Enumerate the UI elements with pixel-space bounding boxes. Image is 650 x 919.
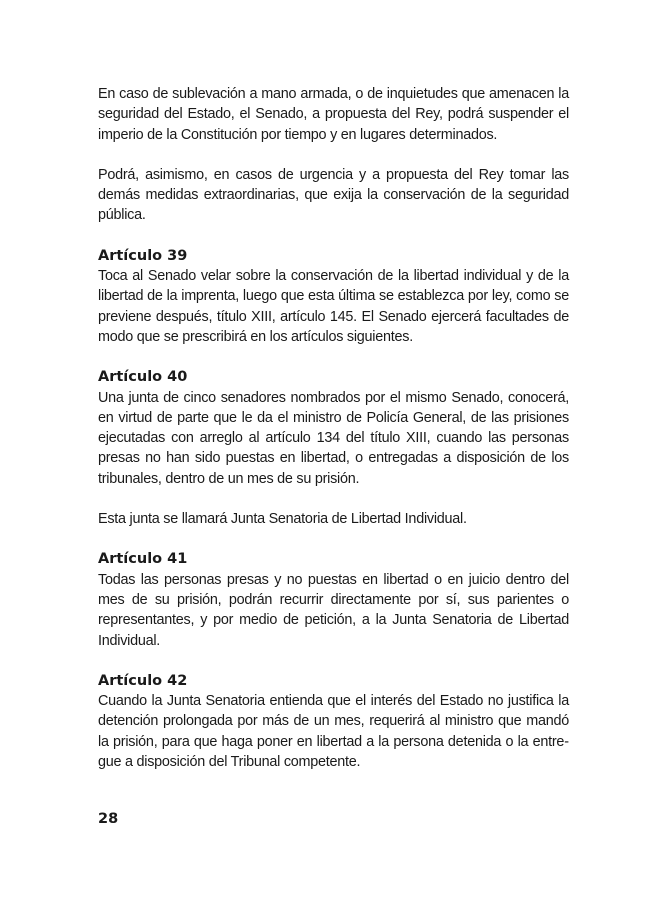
intro-paragraph-1: En caso de sublevación a mano armada, o de inquietudes que amenacen la seguridad del Estado, el Senado, a propuesta del Rey, podrá suspender el imperio de la Constitución por tiempo y en lugares determinados. <box>98 86 569 143</box>
article-40 <box>98 367 569 529</box>
article-heading: Artículo 40 <box>98 369 188 386</box>
article-paragraph: Una junta de cinco senadores nombrados por el mismo Senado, conocerá, en virtud de parte que le da el ministro de Policía General, de las prisiones ejecutadas con arreglo al artículo 134 del título XIII, cuando las personas presas no han sido puestas en libertad, o entregadas a disposición de los tribunales, dentro de un mes de su prisión. <box>98 389 569 487</box>
article-paragraph: Todas las personas presas y no puestas en libertad o en juicio dentro del mes de su prisión, podrán recurrir directamente por sí, sus parientes o representantes, y por medio de petición, a la Junta Senatoria de Libertad Individual. <box>98 571 569 649</box>
page-body <box>98 84 569 792</box>
article-paragraph: Cuando la Junta Senatoria entienda que el interés del Estado no justifica la detención prolongada por más de un mes, requerirá al ministro que mandó la prisión, para que haga poner en libertad a la persona detenida o la entregue a disposición del Tribunal competente. <box>98 693 569 771</box>
article-paragraph: Toca al Senado velar sobre la conservación de la libertad individual y de la libertad de la imprenta, luego que esta última se establezca por ley, como se previene después, título XIII, artículo 145. El Senado ejercerá facultades de modo que se prescribirá en los artículos siguientes. <box>98 268 569 345</box>
article-42 <box>98 671 569 772</box>
article-paragraph: Esta junta se llamará Junta Senatoria de Libertad Individual. <box>98 511 467 528</box>
article-heading: Artículo 42 <box>98 672 188 689</box>
article-39 <box>98 246 569 347</box>
page-number: 28 <box>98 811 119 827</box>
article-heading: Artículo 39 <box>98 247 188 264</box>
article-41 <box>98 549 569 650</box>
article-heading: Artículo 41 <box>98 551 188 568</box>
intro-paragraph-2: Podrá, asimismo, en casos de urgencia y a propuesta del Rey tomar las demás medidas extraordinarias, que exija la conservación de la seguridad pública. <box>98 166 569 224</box>
